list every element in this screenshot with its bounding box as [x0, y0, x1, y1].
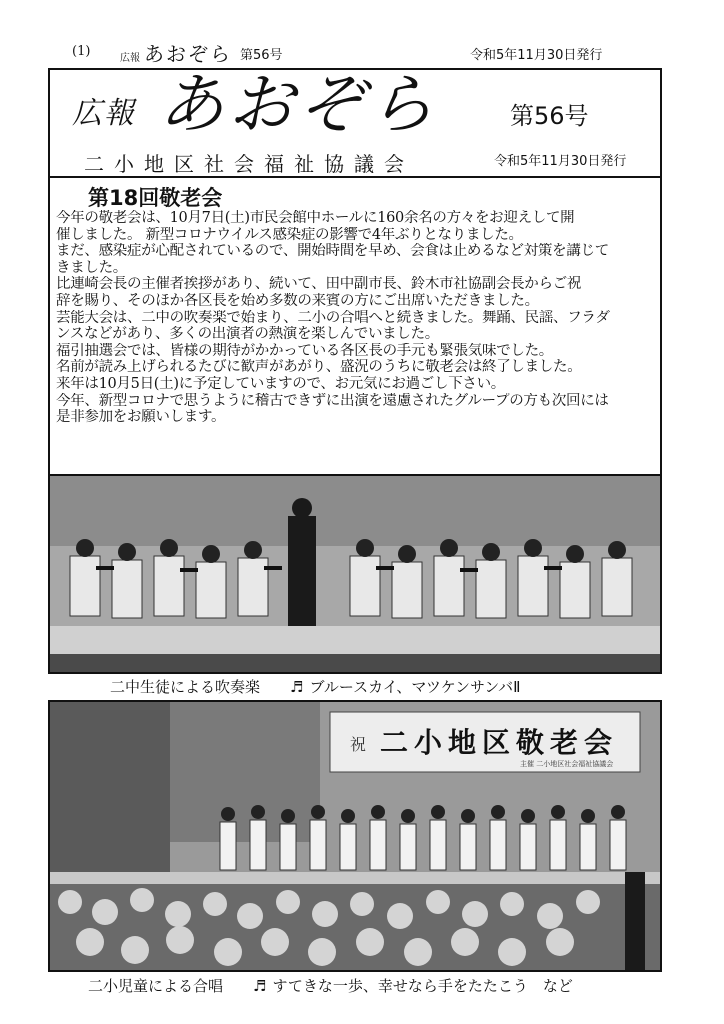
- article-line: 是非参加をお願いします。: [56, 409, 226, 426]
- brass-band-caption-songs: ブルースカイ、マツケンサンバⅡ: [309, 678, 521, 696]
- article-line: 辞を賜り、そのほか各区長を始め多数の来賓の方にご出席いただきました。: [56, 292, 539, 309]
- masthead-date: 令和5年11月30日発行: [494, 154, 627, 169]
- article-line: ンスなどがあり、多くの出演者の熱演を楽しんでいました。: [56, 326, 439, 343]
- masthead-issue: 第56号: [510, 102, 589, 130]
- page-number: (1): [72, 44, 91, 59]
- brass-band-photo-art: [50, 476, 660, 672]
- article-title: 第18回敬老会: [88, 186, 223, 210]
- running-masthead: [120, 38, 232, 67]
- banner-text: 二小地区敬老会: [380, 726, 619, 759]
- running-date: 令和5年11月30日発行: [470, 48, 603, 63]
- article-line: きました。: [56, 259, 127, 276]
- choir-caption: [88, 975, 573, 996]
- running-issue: 第56号: [240, 48, 283, 63]
- masthead-koho: 広報: [72, 96, 136, 131]
- running-masthead-title: あおぞら: [144, 42, 232, 66]
- article-line: 比連崎会長の主催者挨拶があり、続いて、田中副市長、鈴木市社協副会長からご祝: [56, 276, 582, 293]
- article-line: 名前が読み上げられるたびに歓声があがり、盛況のうちに敬老会は終了しました。: [56, 359, 582, 376]
- article-line: 来年は10月5日(土)に予定していますので、お元気にお過ごし下さい。: [56, 375, 505, 392]
- choir-photo-art: [50, 702, 660, 970]
- banner-mark: 祝: [350, 735, 367, 754]
- music-note-icon: ♬: [290, 678, 304, 696]
- masthead-title: あおぞら: [158, 66, 438, 143]
- article-line: 福引抽選会では、皆様の期待がかかっている各区長の手元も緊張気味でした。: [56, 342, 553, 359]
- music-note-icon: ♬: [253, 977, 267, 995]
- article-line: 芸能大会は、二中の吹奏楽で始まり、二小の合唱へと続きました。舞踊、民謡、フラダ: [56, 309, 610, 326]
- article-line: まだ、感染症が心配されているので、開始時間を早め、会食は止めるなど対策を講じて: [56, 243, 609, 260]
- running-masthead-koho: 広報: [120, 53, 140, 64]
- article-line: 今年の敬老会は、10月7日(土)市民会館中ホールに160余名の方々をお迎えして開: [56, 210, 575, 226]
- brass-band-caption-main: 二中生徒による吹奏楽: [110, 678, 261, 696]
- masthead-organization: 二小地区社会福祉協議会: [84, 152, 414, 176]
- choir-caption-main: 二小児童による合唱: [88, 977, 224, 995]
- brass-band-photo: [48, 474, 662, 674]
- brass-band-caption: [110, 676, 521, 697]
- banner-sub: 主催 二小地区社会福祉協議会: [520, 760, 614, 768]
- article-line: 催しました。 新型コロナウイルス感染症の影響で4年ぶりとなりました。: [56, 226, 523, 243]
- choir-caption-songs: すてきな一歩、幸せなら手をたたこう など: [272, 977, 573, 995]
- article-body: [56, 210, 660, 426]
- article-line: 今年、新型コロナで思うように稽古できずに出演を遠慮されたグループの方も次回には: [56, 392, 609, 409]
- choir-photo: [48, 700, 662, 972]
